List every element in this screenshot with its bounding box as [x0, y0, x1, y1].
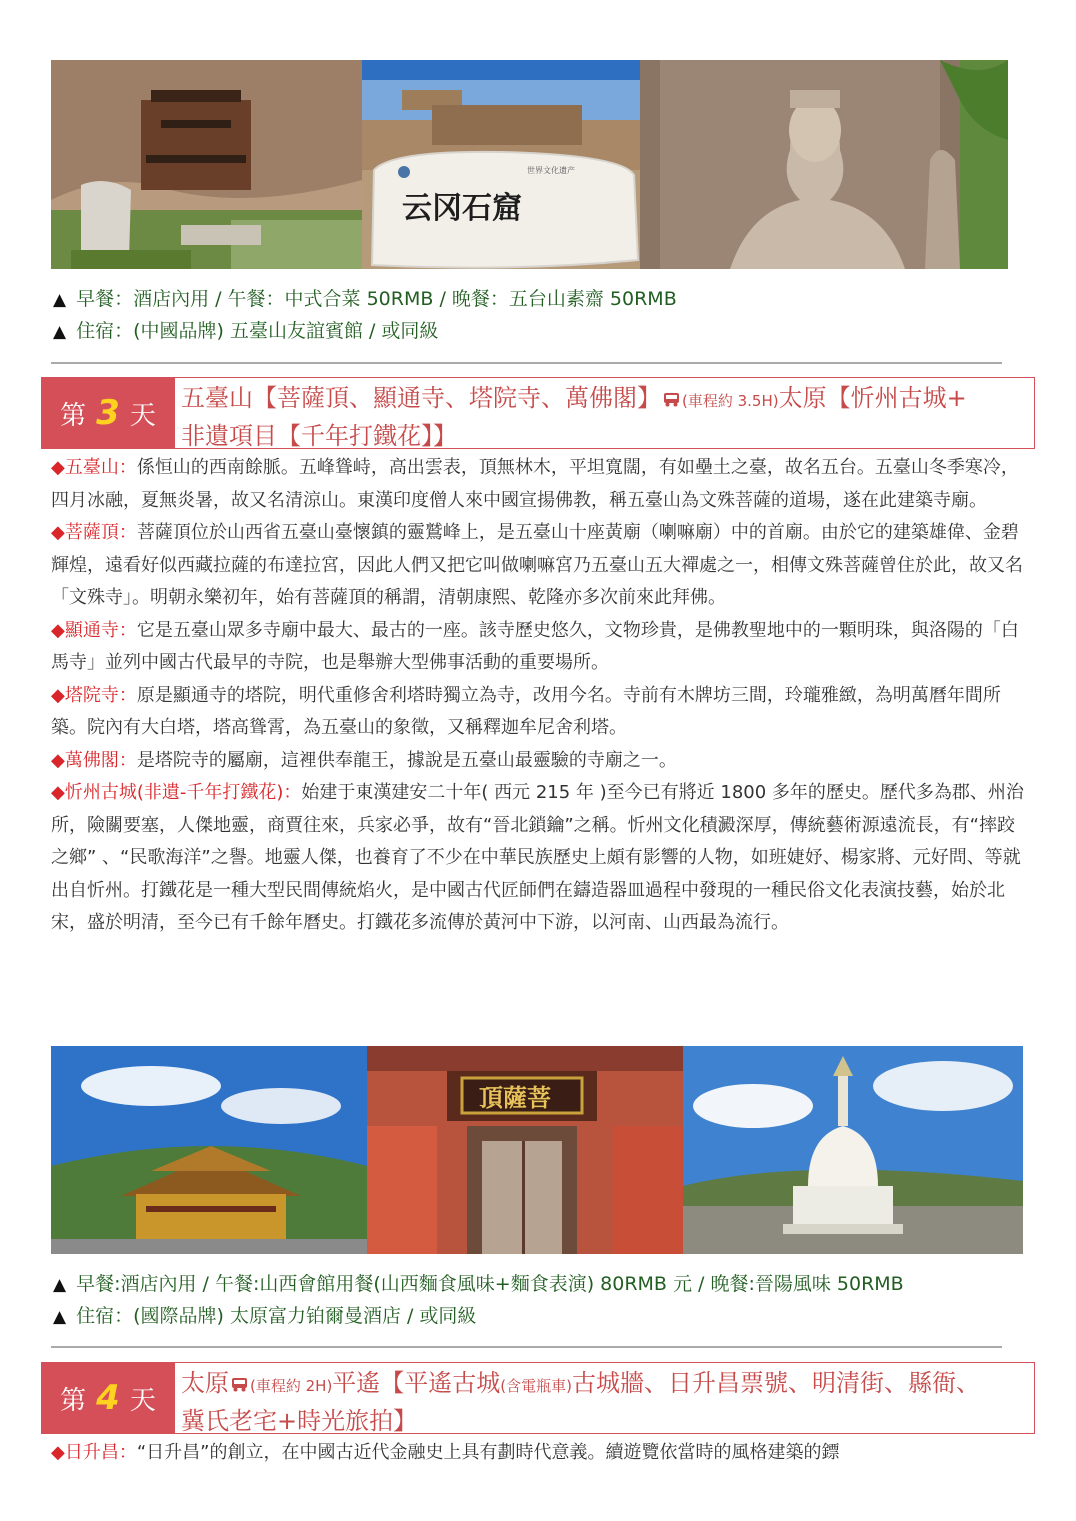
title-part2: 太原【忻州古城+	[778, 384, 967, 412]
day3-meal-line	[53, 1269, 904, 1296]
badge-prefix: 第	[60, 1385, 87, 1416]
day3-description	[51, 452, 1031, 940]
day4-badge	[41, 1362, 175, 1434]
section-name: ◆日升昌：	[51, 1442, 137, 1463]
section-paragraph	[51, 517, 1031, 615]
white-stupa-photo	[683, 1046, 1023, 1254]
plaque-text: 頂薩菩	[479, 1083, 551, 1112]
day2-meal-text: 早餐：酒店內用 / 午餐：中式合菜 50RMB / 晚餐：五台山素齋 50RMB	[76, 288, 677, 310]
stone-small-text: 世界文化遗产	[527, 166, 575, 175]
section-paragraph	[51, 615, 1031, 680]
section-paragraph	[51, 777, 1031, 940]
section-text: “日升昌”的創立，在中國古近代金融史上具有劃時代意義。續遊覽依當時的風格建築的鏢	[136, 1442, 840, 1463]
day4-description	[51, 1437, 1031, 1470]
pusa-ding-gate-photo	[367, 1046, 683, 1254]
title-part1: 太原	[181, 1369, 229, 1397]
badge-suffix: 天	[129, 400, 156, 431]
section-text: 它是五臺山眾多寺廟中最大、最古的一座。該寺歷史悠久，文物珍貴，是佛教聖地中的一顆明珠，與洛陽的「白馬寺」並列中國古代最早的寺院，也是舉辦大型佛事活動的重要場所。	[51, 619, 1019, 673]
title-drive-time: (車程約 3.5H)	[682, 392, 779, 410]
day4-title	[175, 1362, 1035, 1434]
yungang-grottoes-stone-photo	[362, 60, 640, 269]
section-name: ◆萬佛閣：	[51, 749, 137, 771]
section-divider	[51, 362, 1002, 364]
title-line2: 冀氏老宅+時光旅拍】	[181, 1407, 418, 1435]
day4-header	[41, 1362, 1035, 1434]
stone-carved-text: 云冈石窟	[402, 191, 522, 226]
day3-badge	[41, 377, 175, 449]
section-name: ◆菩薩頂：	[51, 522, 137, 543]
section-text: 始建于東漢建安二十年( 西元 215 年 )至今已有將近 1800 多年的歷史。歷代多為郡、州治所，險關要塞，人傑地靈，商賈往來，兵家必爭，故有“晉北鎖鑰”之稱。忻州文化積澱深厚，傳統藝術源遠流長，有“摔跤之鄉” 、“民歌海洋”之譽。地靈人傑，也養育了不少在中華民族歷史上頗有影響的人物，如班婕妤、楊家將、元好問、等就出自忻州。打鐵花是一種大型民間傳統焰火，是中國古代匠師們在鑄造器皿過程中發現的一種民俗文化表演技藝，始於北宋，盛於明清，至今已有千餘年曆史。打鐵花多流傳於黃河中下游，以河南、山西最為流行。	[51, 782, 1024, 933]
day3-hotel-text: 住宿：(國際品牌) 太原富力铂爾曼酒店 / 或同級	[76, 1305, 477, 1327]
bus-icon	[231, 1377, 248, 1392]
bullet-triangle: ▲	[53, 1307, 67, 1327]
bullet-triangle: ▲	[53, 1275, 67, 1295]
day3-meal-text: 早餐:酒店內用 / 午餐:山西會館用餐(山西麵食風味+麵食表演) 80RMB 元 / 晚餐:晉陽風味 50RMB	[76, 1273, 904, 1295]
bus-icon	[663, 392, 680, 407]
section-paragraph	[51, 745, 1031, 778]
title-part1: 五臺山【菩薩頂、顯通寺、塔院寺、萬佛閣】	[181, 384, 661, 412]
day2-hotel-line	[53, 316, 438, 343]
day3-title	[175, 377, 1035, 449]
section-paragraph	[51, 680, 1031, 745]
top-photo-row	[51, 60, 1008, 269]
title-line2: 非遺項目【千年打鐵花】】	[181, 422, 457, 450]
day3-hotel-line	[53, 1301, 476, 1328]
badge-suffix: 天	[129, 1385, 156, 1416]
title-part2: 平遙【平遙古城	[332, 1369, 501, 1397]
mid-photo-row	[51, 1046, 1023, 1254]
yungang-buddha-photo	[640, 60, 1008, 269]
badge-day-number: 4	[96, 1378, 120, 1418]
section-paragraph	[51, 452, 1031, 517]
section-text: 菩薩頂位於山西省五臺山臺懷鎮的靈鷲峰上，是五臺山十座黃廟（喇嘛廟）中的首廟。由於它的建築雄偉、金碧輝煌，遠看好似西藏拉薩的布達拉宮，因此人們又把它叫做喇嘛宮乃五臺山五大禪處之一，相傳文殊菩薩曾住於此，故又名「文殊寺」。明朝永樂初年，始有菩薩頂的稱謂，清朝康熙、乾隆亦多次前來此拜佛。	[51, 522, 1023, 608]
section-name: ◆五臺山：	[51, 457, 137, 478]
section-text: 原是顯通寺的塔院，明代重修舍利塔時獨立為寺，改用今名。寺前有木牌坊三間，玲瓏雅緻，為明萬曆年間所築。院內有大白塔，塔高聳霄，為五臺山的象徵，又稱釋迦牟尼舍利塔。	[51, 684, 1001, 738]
bullet-triangle: ▲	[53, 322, 67, 342]
section-text: 係恒山的西南餘脈。五峰聳峙，高出雲表，頂無林木，平坦寬闊，有如壘土之臺，故名五台。五臺山冬季寒冷，四月冰融，夏無炎暑，故又名清涼山。東漢印度僧人來中國宣揚佛教，稱五臺山為文殊菩薩的道場，遂在此建築寺廟。	[51, 457, 1019, 511]
day2-hotel-text: 住宿：(中國品牌) 五臺山友誼賓館 / 或同級	[76, 320, 439, 342]
bullet-triangle: ▲	[53, 290, 67, 310]
badge-prefix: 第	[60, 400, 87, 431]
day2-meal-line	[53, 284, 677, 311]
section-name: ◆忻州古城(非遺-千年打鐵花)：	[51, 782, 302, 803]
section-divider	[51, 1346, 1002, 1348]
section-name: ◆塔院寺：	[51, 684, 137, 706]
title-small-note: (含電瓶車)	[500, 1377, 573, 1395]
section-text: 是塔院寺的屬廟，這裡供奉龍王，據說是五臺山最靈驗的寺廟之一。	[136, 749, 677, 771]
title-part3: 古城牆、日升昌票號、明清街、縣衙、	[572, 1369, 981, 1397]
section-name: ◆顯通寺：	[51, 619, 137, 641]
badge-day-number: 3	[96, 393, 120, 433]
section-paragraph	[51, 1437, 1031, 1470]
title-drive-time: (車程約 2H)	[250, 1377, 333, 1395]
day3-header	[41, 377, 1035, 449]
hanging-temple-photo	[51, 60, 362, 269]
temple-sky-photo	[51, 1046, 367, 1254]
